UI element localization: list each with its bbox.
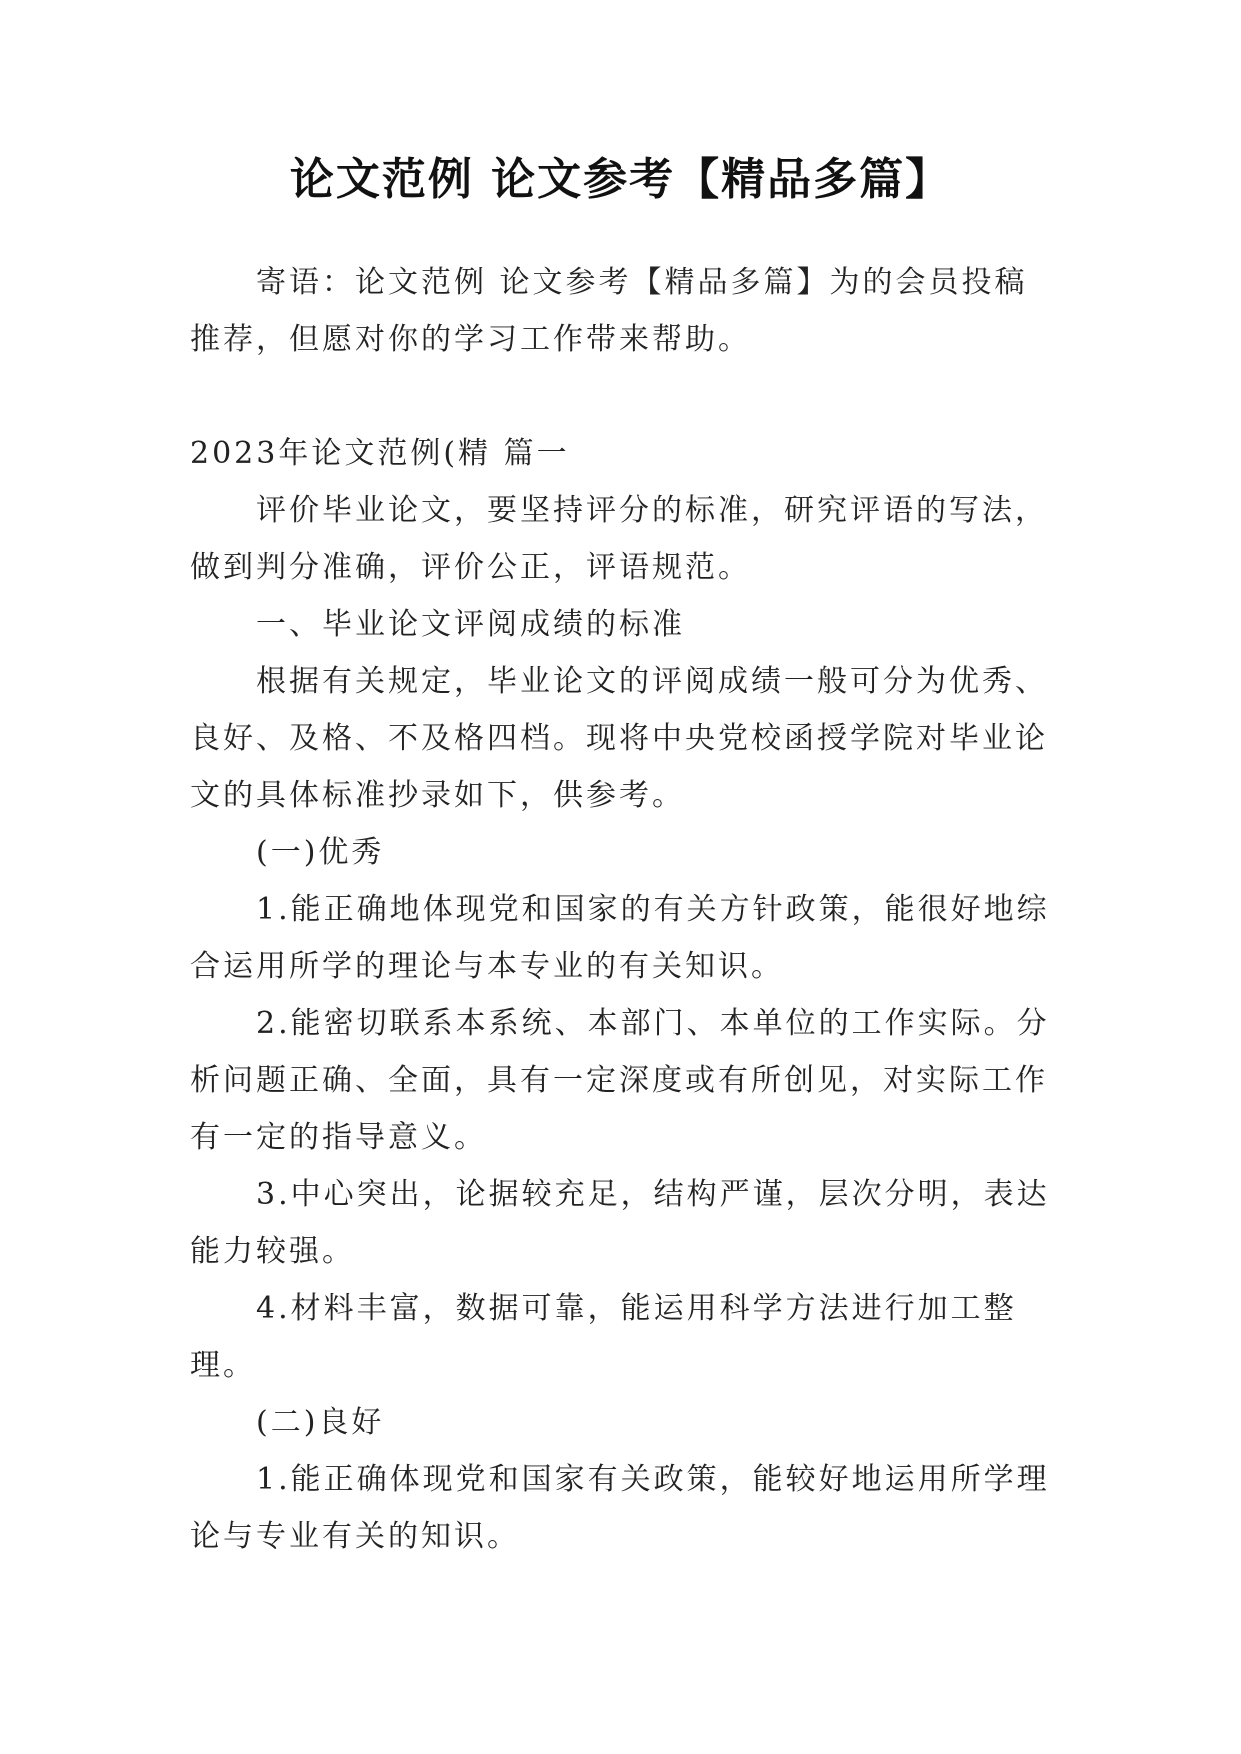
list-item: 1.能正确体现党和国家有关政策，能较好地运用所学理论与专业有关的知识。 xyxy=(190,1462,1050,1554)
document-body xyxy=(190,254,1052,1565)
list-item: 3.中心突出，论据较充足，结构严谨，层次分明，表达能力较强。 xyxy=(190,1177,1050,1269)
paragraph-spacer xyxy=(190,368,1052,425)
body-paragraph: 根据有关规定，毕业论文的评阅成绩一般可分为优秀、良好、及格、不及格四档。现将中央党校函授学院对毕业论文的具体标准抄录如下，供参考。 xyxy=(190,664,1048,813)
body-paragraph: 评价毕业论文，要坚持评分的标准，研究评语的写法，做到判分准确，评价公正，评语规范。 xyxy=(190,493,1048,585)
subheading: (一)优秀 xyxy=(256,835,385,870)
intro-paragraph: 寄语：论文范例 论文参考【精品多篇】为的会员投稿推荐，但愿对你的学习工作带来帮助。 xyxy=(190,265,1028,357)
document-title: 论文范例 论文参考【精品多篇】 xyxy=(289,154,952,205)
section-heading: 2023年论文范例(精 篇一 xyxy=(190,436,570,471)
list-item: 4.材料丰富，数据可靠，能运用科学方法进行加工整理。 xyxy=(190,1291,1017,1383)
list-item: 2.能密切联系本系统、本部门、本单位的工作实际。分析问题正确、全面，具有一定深度或有所创见，对实际工作有一定的指导意义。 xyxy=(190,1006,1050,1155)
list-item: 1.能正确地体现党和国家的有关方针政策，能很好地综合运用所学的理论与本专业的有关知识。 xyxy=(190,892,1050,984)
subheading: 一、毕业论文评阅成绩的标准 xyxy=(256,607,685,642)
subheading: (二)良好 xyxy=(256,1405,385,1440)
